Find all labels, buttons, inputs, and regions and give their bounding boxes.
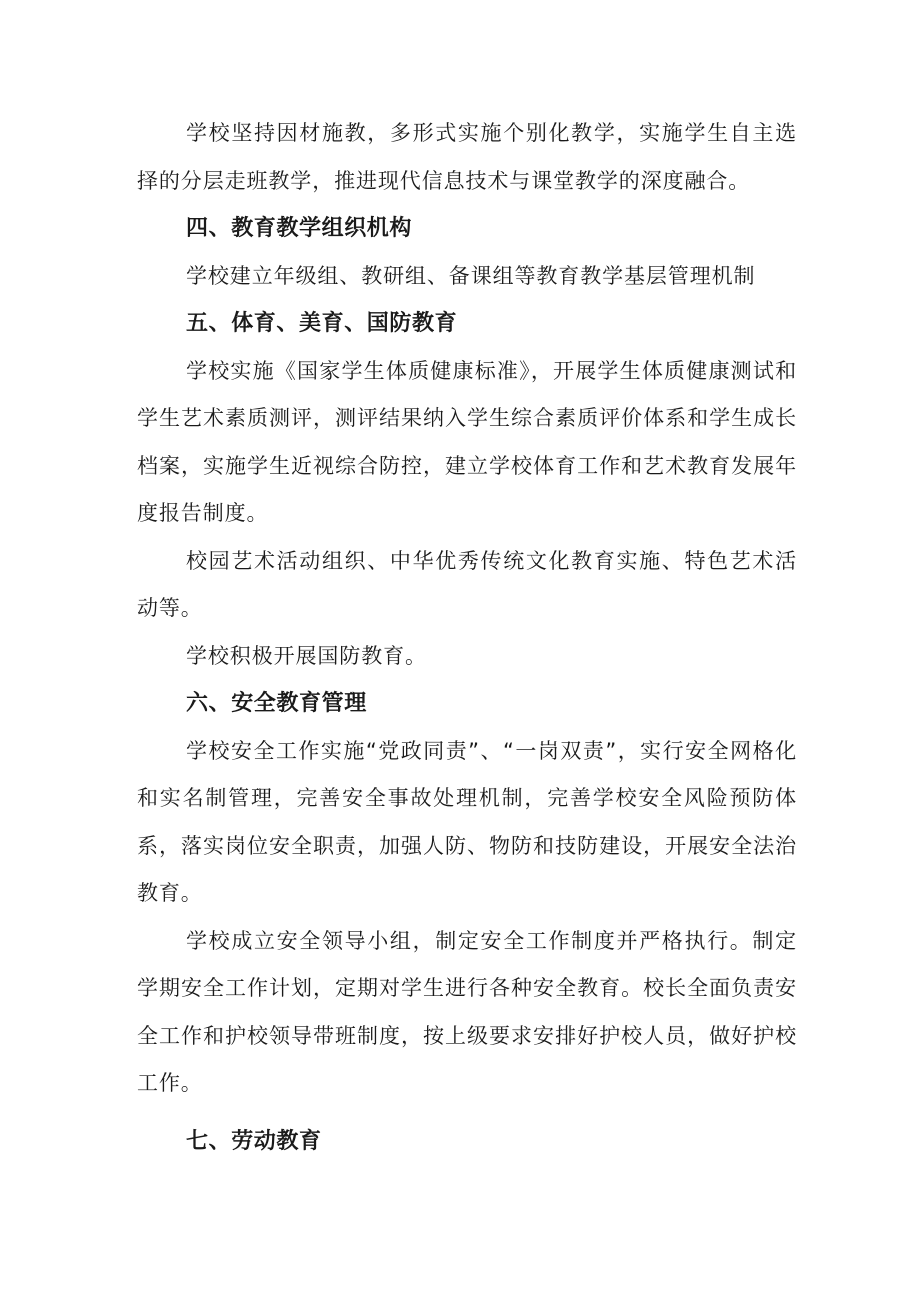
- section-heading-5: 五、体育、美育、国防教育: [186, 311, 458, 336]
- paragraph-individualized-teaching: 学校坚持因材施教，多形式实施个别化教学，实施学生自主选择的分层走班教学，推进现代信息技术与课堂教学的深度融合。: [137, 121, 797, 193]
- section-heading-4: 四、教育教学组织机构: [186, 216, 413, 241]
- paragraph-safety-group: 学校成立安全领导小组，制定安全工作制度并严格执行。制定学期安全工作计划，定期对学生进行各种安全教育。校长全面负责安全工作和护校领导带班制度，按上级要求安排好护校人员，做好护校工作。: [137, 928, 797, 1095]
- section-heading-6: 六、安全教育管理: [186, 691, 367, 716]
- paragraph-organization: 学校建立年级组、教研组、备课组等教育教学基层管理机制: [186, 263, 756, 288]
- section-heading-7: 七、劳动教育: [186, 1128, 322, 1154]
- paragraph-safety-responsibility: 学校安全工作实施“党政同责”、“一岗双责”，实行安全网格化和实名制管理，完善安全事故处理机制，完善学校安全风险预防体系，落实岗位安全职责，加强人防、物防和技防建设，开展安全法治教育。: [137, 738, 797, 905]
- paragraph-national-defense: 学校积极开展国防教育。: [186, 643, 427, 668]
- paragraph-art-activities: 校园艺术活动组织、中华优秀传统文化教育实施、特色艺术活动等。: [137, 548, 797, 620]
- paragraph-health-standard: 学校实施《国家学生体质健康标准》，开展学生体质健康测试和学生艺术素质测评，测评结果纳入学生综合素质评价体系和学生成长档案，实施学生近视综合防控，建立学校体育工作和艺术教育发展年度报告制度。: [137, 358, 797, 525]
- document-body: [137, 110, 797, 1165]
